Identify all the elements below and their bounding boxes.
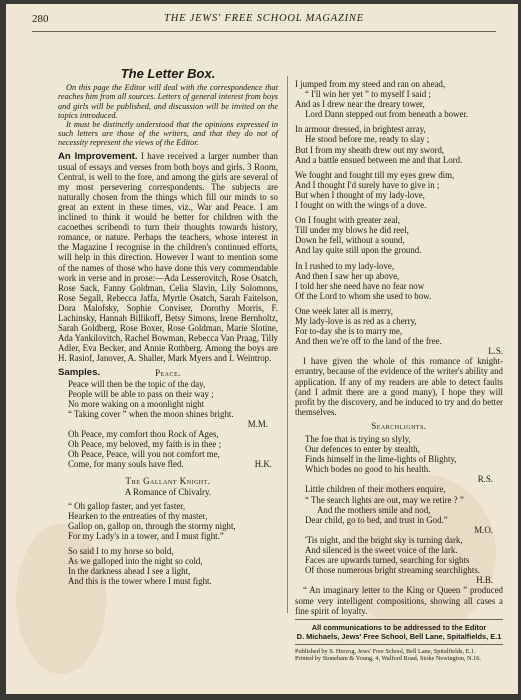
verse-line: And I thought I'd surely have to give in ; [295, 179, 440, 190]
verse-line: “ I'll win her yet ” to myself I said ; [305, 89, 431, 100]
communications-notice [295, 623, 503, 641]
verse-line: I fought on with the wings of a dove. [295, 200, 427, 211]
column-divider [287, 76, 288, 613]
verse-line: Which bodes no good to his health. [305, 464, 431, 475]
verse-line: Oh Peace, my beloved, my faith is in thee ; [68, 439, 222, 450]
verse-line: But when I thought of my lady-love, [295, 189, 425, 200]
header-rule [32, 31, 496, 32]
author-initials: M.M. [247, 418, 268, 429]
verse-line: He stood before me, ready to slay ; [305, 134, 430, 145]
verse-line: 'Tis night, and the bright sky is turning dark, [305, 534, 463, 545]
notice-rule [295, 619, 503, 620]
poem-continued [295, 79, 503, 356]
page-number: 280 [32, 13, 49, 25]
verse-line: And as I drew near the dreary tower, [295, 99, 425, 110]
running-header [32, 13, 496, 27]
verse-line: Of those numerous bright streaming searchlights. [305, 565, 480, 576]
verse-line: Faces are upwards turned, searching for sights [305, 555, 470, 566]
verse-line-signed [68, 459, 278, 469]
poem-subtitle: A Romance of Chivalry. [124, 486, 212, 497]
notice-line: D. Michaels, Jews' Free School, Bell Lane, Spitalfields, E.1 [296, 631, 502, 641]
verse-line: Lord Dann stepped out from beneath a bower. [305, 109, 469, 120]
verse-line: My lady-love is as red as a cherry, [295, 315, 417, 326]
verse-line: As we galloped into the night so cold, [68, 556, 203, 567]
verse-line: Finds himself in the lime-lights of Blighty, [305, 454, 457, 465]
poem-title-gallant-knight: The Gallant Knight. [125, 476, 211, 487]
editor-comment: I have given the whole of this romance of knight-errantry, because of the evidence of the writer's ability and application. If any of my readers are able to detect faults (and I admit there are a good many), I hope they will profit by the discovery, and be induced to try and do better themselves. [295, 356, 503, 417]
verse-line: Peace will then be the topic of the day, [68, 378, 206, 389]
letter-body: I have received a larger number than usual of essays and verses from both boys and girls. 3 Room, Central, is well to the fore, and among the girls are several of my most persevering correspondents. The subjects are naturally chosen from the things which fill our minds to so great an extent in these times, viz., War and Peace. I am inclined to think it would be better for children with the cacoethes scribendi to turn their thoughts towards history, romance, or nature. Perhaps the teachers, whose interest in the Magazine I recognise in the children's continued efforts, will help in this direction. However I want to mention some of the names of those who have done this very commendable work in verse and in prose:—Ada Lesserovitch, Rose Osatch, Rose Sack, Fanny Goldman, Celia Slavin, Lily Solomons, Rose Segall, Rebecca Jaffa, Myrtle Osatch, Sarah Faitelson, Dora Malofsky, Sophie Conviser, Dorothy Morris, F. Lachinsky, Hannah Billikoff, Betsy Simons, Irene Bernholtz, Sarah Goldberg, Rose Boxer, Rose Goldman, Marie Slotine, Ada Yankilovitch, Rachel Bowman, Rebecca Van Praag, Tilly Adler, Eva Becker, and Annie Rothberg. Among the boys are H. Rasiof, Janover, A. Shaller, Mark Myers and I. Weintrop. [58, 150, 278, 364]
editorial-intro: On this page the Editor will deal with the correspondence that reaches him from all sources. Letters of general interest from boys and girls will be published, and discussion will be invited on the topics introduced. [58, 83, 278, 120]
verse-line: Till under my blows he did reel, [295, 225, 409, 236]
verse-line: In armour dressed, in brightest array, [295, 124, 426, 135]
verse-line: And silenced is the sweet voice of the lark. [305, 545, 458, 556]
verse-line: And then I saw her up above, [295, 270, 400, 281]
verse-line: I told her she need have no fear now [295, 280, 425, 291]
verse-line: And this is the tower where I must fight. [68, 576, 212, 587]
poem-title-searchlights: Searchlights. [371, 420, 427, 431]
verse-line: Little children of their mothers enquire, [305, 484, 446, 495]
editorial-disclaimer: It must be distinctly understood that the opinions expressed in such letters are those of the writers, and that they do not of necessity represent the views of the Editor. [58, 119, 278, 148]
verse-line: And then we're off to the land of the free. [295, 336, 442, 347]
verse-line: Come, for many souls have fled. [68, 459, 184, 470]
verse-line: And a battle ensued between me and that Lord. [295, 154, 463, 165]
left-column [58, 66, 278, 587]
magazine-page [6, 4, 518, 694]
author-initials: H.B. [476, 575, 493, 586]
verse-line: “ The search lights are out, may we retire ? ” [305, 494, 464, 505]
verse-line: People will be able to pass on their way ; [68, 388, 214, 399]
verse-line: For to-day she is to marry me, [295, 326, 403, 337]
verse-line: Oh Peace, Peace, will you not comfort me, [68, 449, 220, 460]
verse-line: Of the Lord to whom she used to bow. [295, 290, 432, 301]
verse-line: The foe that is trying so slyly, [305, 434, 411, 444]
poem-title-peace: Peace. [155, 368, 181, 379]
verse-line: For my Lady's in a tower, and I must fight.” [68, 530, 224, 541]
verse-line: We fought and fought till my eyes grew dim, [295, 169, 455, 180]
verse-line: And the mothers smile and nod, [317, 504, 431, 515]
verse-line: In the darkness ahead I see a light, [68, 566, 191, 577]
verse-line: “ Oh gallop faster, and yet faster, [68, 500, 186, 511]
verse-line: Gallop on, gallop on, through the stormy night, [68, 520, 236, 531]
notice-line: All communications to be addressed to the Editor [311, 622, 487, 632]
imprint-rule [295, 644, 503, 645]
imprint-line: Published by S. Herzog, Jews' Free School, Bell Lane, Spitalfields, E.1. [295, 647, 476, 655]
verse-line: And lay quite still upon the ground. [295, 245, 422, 256]
verse-line: Oh Peace, my comfort thou Rock of Ages, [68, 429, 219, 440]
samples-heading: Samples. [58, 367, 101, 379]
printer-imprint [295, 648, 503, 663]
verse-line: Our defences to enter by stealth, [305, 444, 420, 455]
verse-line: Down he fell, without a sound, [295, 235, 405, 246]
poem-gallant-knight [58, 501, 278, 587]
verse-line: One week later all is merry, [295, 305, 393, 316]
imprint-line: Printed by Stoneham & Young, 4, Walford Road, Stoke Newington, N.16. [295, 655, 482, 663]
poem-peace [58, 379, 278, 470]
author-initials: M.O. [474, 524, 493, 535]
samples-heading-row [58, 368, 278, 378]
improvement-letter [58, 151, 278, 364]
verse-line: No more waking on a moonlight night [68, 398, 205, 409]
verse-line: So said I to my horse so bold, [68, 545, 174, 556]
magazine-title: THE JEWS' FREE SCHOOL MAGAZINE [164, 13, 364, 24]
poem-searchlights [295, 434, 503, 585]
author-initials: R.S. [477, 474, 493, 485]
verse-line: “ Taking cover ” when the moon shines bright. [68, 408, 234, 419]
closing-remark: “ An imaginary letter to the King or Queen ” produced some very intelligent compositions, showing all cases a fine spirit of loyalty. [295, 585, 503, 616]
verse-line: In I rushed to my lady-love, [295, 260, 395, 271]
verse-line: Hearken to the entreaties of thy master, [68, 510, 208, 521]
verse-line: But I from my sheath drew out my sword, [295, 144, 445, 155]
right-column [295, 79, 503, 663]
verse-line: On I fought with greater zeal, [295, 215, 400, 226]
verse-line: Dear child, go to bed, and trust in God.” [305, 514, 448, 525]
author-initials: H.K. [254, 459, 272, 470]
verse-line: I jumped from my steed and ran on ahead, [295, 79, 446, 89]
section-title: The Letter Box. [120, 66, 216, 81]
author-initials: L.S. [488, 346, 503, 357]
letter-heading: An Improvement. [58, 150, 138, 162]
